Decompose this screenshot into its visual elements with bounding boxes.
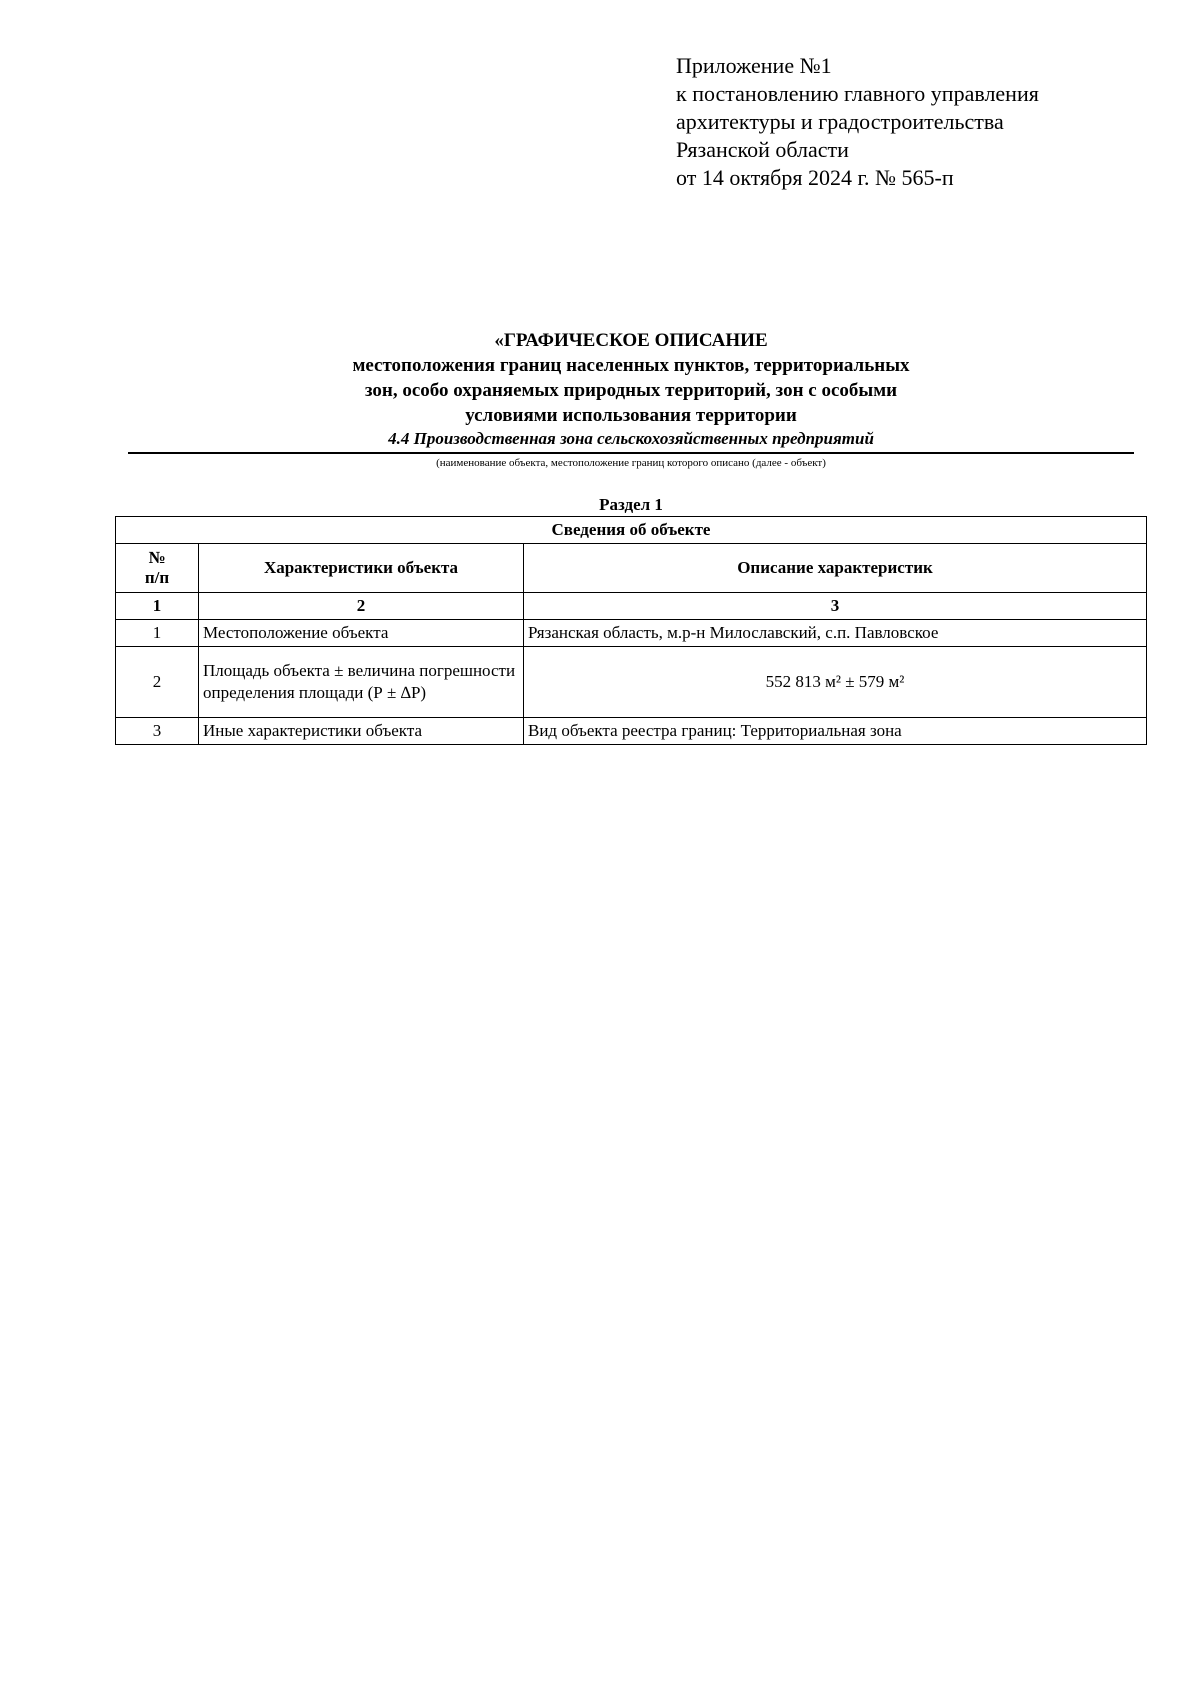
section-title: Раздел 1 [599, 495, 663, 514]
appendix-line: к постановлению главного управления [676, 81, 1039, 106]
table-row [116, 620, 1147, 647]
document-title-block [128, 328, 1134, 471]
row-characteristic: Площадь объекта ± величина погрешности определения площади (Р ± ∆Р) [199, 647, 524, 718]
object-name-caption: (наименование объекта, местоположение границ которого описано (далее - объект) [436, 457, 826, 469]
header-num-abbrev: п/п [144, 568, 170, 587]
title-line: условиями использования территории [465, 405, 797, 426]
object-info-table [115, 516, 1147, 745]
row-num: 1 [116, 620, 199, 647]
appendix-line: Приложение №1 [676, 53, 832, 78]
row-description: Рязанская область, м.р-н Милославский, с.п. Павловское [524, 620, 1147, 647]
header-characteristics: Характеристики объекта [199, 544, 524, 593]
table-caption: Сведения об объекте [116, 517, 1147, 544]
header-num-symbol: № [148, 548, 166, 567]
row-characteristic: Иные характеристики объекта [199, 718, 524, 745]
column-number-row [116, 593, 1147, 620]
title-line: «ГРАФИЧЕСКОЕ ОПИСАНИЕ [494, 330, 768, 351]
object-name: 4.4 Производственная зона сельскохозяйственных предприятий [128, 428, 1134, 454]
appendix-line: архитектуры и градостроительства [676, 109, 1004, 134]
title-line: зон, особо охраняемых природных территорий, зон с особыми [364, 380, 898, 401]
row-description: Вид объекта реестра границ: Территориальная зона [524, 718, 1147, 745]
column-number: 3 [524, 593, 1147, 620]
row-description: 552 813 м² ± 579 м² [524, 647, 1147, 718]
table-header-row [116, 544, 1147, 593]
row-num: 2 [116, 647, 199, 718]
row-characteristic: Местоположение объекта [199, 620, 524, 647]
table-row [116, 647, 1147, 718]
appendix-date: от 14 октября 2024 г. № 565-п [676, 165, 954, 190]
column-number: 1 [116, 593, 199, 620]
table-row [116, 718, 1147, 745]
header-description: Описание характеристик [524, 544, 1147, 593]
header-num [116, 544, 199, 593]
appendix-header [676, 52, 1039, 192]
row-num: 3 [116, 718, 199, 745]
column-number: 2 [199, 593, 524, 620]
table-caption-row [116, 517, 1147, 544]
title-line: местоположения границ населенных пунктов, территориальных [352, 355, 910, 376]
document-title [128, 328, 1134, 428]
appendix-line: Рязанской области [676, 137, 849, 162]
